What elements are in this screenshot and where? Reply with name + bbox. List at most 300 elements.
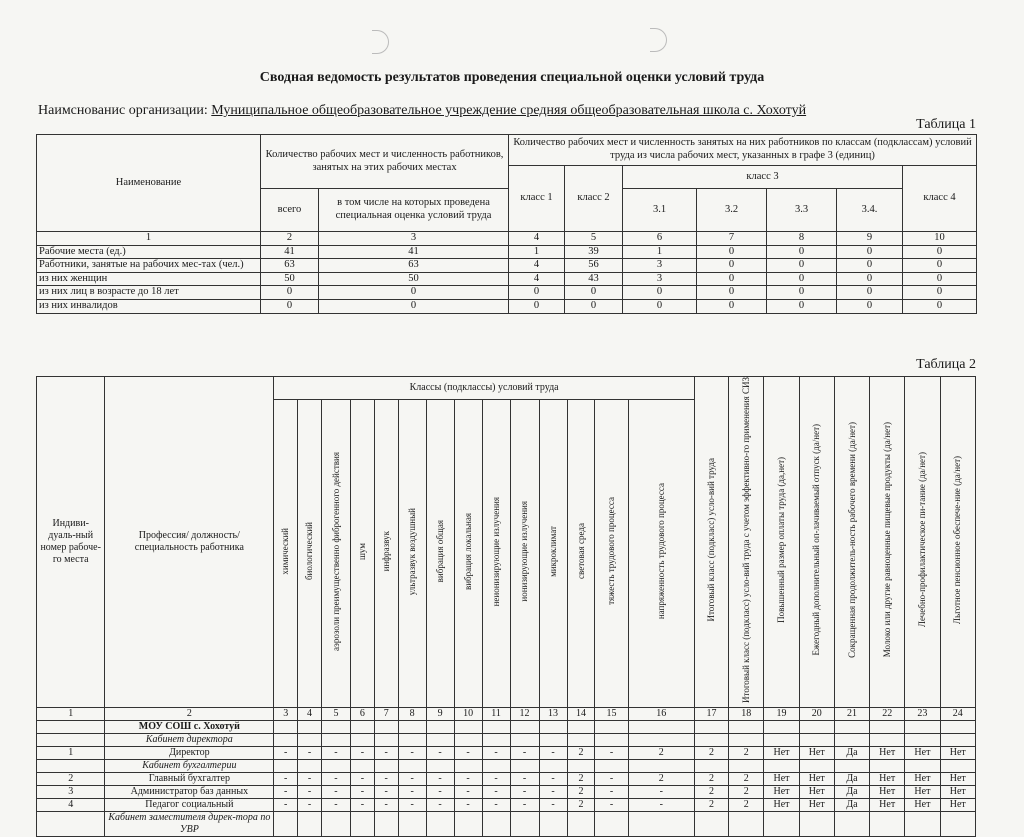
table-cell xyxy=(374,812,398,837)
column-number: 6 xyxy=(623,232,697,246)
table-cell xyxy=(595,734,628,747)
table1-number-row xyxy=(37,232,977,246)
workplace-id: 1 xyxy=(37,747,105,760)
table-cell: - xyxy=(482,799,510,812)
header-column xyxy=(694,377,728,708)
table-cell: - xyxy=(350,773,374,786)
table-cell xyxy=(298,760,322,773)
table-cell xyxy=(37,734,105,747)
table-cell xyxy=(870,760,905,773)
table-cell xyxy=(454,734,482,747)
table-cell: Нет xyxy=(940,799,975,812)
table-cell: - xyxy=(350,799,374,812)
table-cell xyxy=(694,812,728,837)
column-number: 17 xyxy=(694,708,728,721)
header-factor xyxy=(426,399,454,707)
table-cell xyxy=(799,812,834,837)
table-cell: - xyxy=(274,773,298,786)
header-factor-label: химический xyxy=(280,528,291,575)
table-cell: 63 xyxy=(319,259,509,273)
table-cell xyxy=(834,721,869,734)
section-label: Кабинет бухгалтерии xyxy=(105,760,274,773)
table-cell xyxy=(482,812,510,837)
table-cell: Нет xyxy=(940,773,975,786)
header-subclass: 3.2 xyxy=(697,189,767,232)
table-cell: - xyxy=(539,747,567,760)
table-cell xyxy=(628,734,694,747)
column-number: 3 xyxy=(319,232,509,246)
header-column xyxy=(729,377,764,708)
table-cell: 2 xyxy=(729,773,764,786)
table-cell xyxy=(426,721,454,734)
table-cell xyxy=(905,721,940,734)
table-cell: 0 xyxy=(767,259,837,273)
header-factor-label: ионизирующие излучения xyxy=(519,501,530,602)
table-cell xyxy=(539,721,567,734)
table-cell xyxy=(870,721,905,734)
table-cell xyxy=(37,812,105,837)
table-cell: 41 xyxy=(261,245,319,259)
table-cell xyxy=(694,721,728,734)
table-cell: 0 xyxy=(767,245,837,259)
table-cell: 0 xyxy=(509,286,565,300)
table-cell xyxy=(398,760,426,773)
table-cell: Да xyxy=(834,799,869,812)
table-cell: - xyxy=(426,747,454,760)
table-cell: 2 xyxy=(729,799,764,812)
table-cell: Нет xyxy=(870,773,905,786)
table-cell xyxy=(567,734,595,747)
table-cell: Нет xyxy=(905,799,940,812)
header-subclass: 3.1 xyxy=(623,189,697,232)
header-factor xyxy=(595,399,628,707)
table-cell: - xyxy=(274,747,298,760)
section-row xyxy=(37,734,976,747)
table-cell xyxy=(374,760,398,773)
table-cell xyxy=(398,721,426,734)
table-cell xyxy=(729,734,764,747)
table-cell: 56 xyxy=(565,259,623,273)
header-count: Количество рабочих мест и численность работников, занятых на этих рабочих местах xyxy=(261,135,509,189)
header-column xyxy=(905,377,940,708)
table-cell: 0 xyxy=(903,299,977,313)
table-cell: 2 xyxy=(694,786,728,799)
table-cell: 0 xyxy=(903,286,977,300)
column-number: 13 xyxy=(539,708,567,721)
table-cell: 0 xyxy=(261,299,319,313)
table-cell: 0 xyxy=(837,272,903,286)
table-cell: - xyxy=(398,799,426,812)
table-cell xyxy=(426,760,454,773)
table-cell: 0 xyxy=(509,299,565,313)
table-cell: 0 xyxy=(697,245,767,259)
header-factor-label: биологический xyxy=(304,522,315,581)
table-cell xyxy=(729,721,764,734)
table-cell: - xyxy=(510,786,539,799)
header-class3: класс 3 xyxy=(623,166,903,189)
row-label: из них лиц в возрасте до 18 лет xyxy=(37,286,261,300)
table-cell: 4 xyxy=(509,272,565,286)
column-number: 3 xyxy=(274,708,298,721)
table-cell: 2 xyxy=(628,747,694,760)
header-factor xyxy=(374,399,398,707)
row-label: Рабочие места (ед.) xyxy=(37,245,261,259)
table-cell xyxy=(398,812,426,837)
profession: Главный бухгалтер xyxy=(105,773,274,786)
column-number: 20 xyxy=(799,708,834,721)
table-cell: - xyxy=(298,747,322,760)
table-cell: 63 xyxy=(261,259,319,273)
table-cell: Нет xyxy=(870,747,905,760)
table-cell xyxy=(628,721,694,734)
table-cell xyxy=(374,734,398,747)
section-row xyxy=(37,721,976,734)
table-cell xyxy=(834,760,869,773)
table-cell: 50 xyxy=(319,272,509,286)
header-column xyxy=(764,377,799,708)
column-number: 7 xyxy=(374,708,398,721)
table-cell: 43 xyxy=(565,272,623,286)
header-class1: класс 1 xyxy=(509,166,565,232)
table-row xyxy=(37,286,977,300)
table-cell xyxy=(482,734,510,747)
header-factor xyxy=(298,399,322,707)
table-cell: 0 xyxy=(837,245,903,259)
table-cell: - xyxy=(454,799,482,812)
header-column xyxy=(940,377,975,708)
column-number: 15 xyxy=(595,708,628,721)
workplace-id: 2 xyxy=(37,773,105,786)
table-cell: - xyxy=(374,786,398,799)
table-cell: Нет xyxy=(799,786,834,799)
table-cell: - xyxy=(398,747,426,760)
header-factor xyxy=(567,399,595,707)
table-cell: Нет xyxy=(764,747,799,760)
table-cell: Да xyxy=(834,773,869,786)
table-cell: Нет xyxy=(905,747,940,760)
table-cell xyxy=(628,760,694,773)
column-number: 5 xyxy=(565,232,623,246)
table-cell: - xyxy=(454,773,482,786)
table-cell xyxy=(595,812,628,837)
table-cell xyxy=(539,812,567,837)
header-factor-label: напряженность трудового процесса xyxy=(655,483,666,620)
table-cell: - xyxy=(539,773,567,786)
table-cell: 0 xyxy=(697,259,767,273)
column-number: 6 xyxy=(350,708,374,721)
table-cell xyxy=(510,734,539,747)
table-cell xyxy=(567,760,595,773)
table-cell xyxy=(37,760,105,773)
table-cell xyxy=(567,721,595,734)
header-factor-label: тяжесть трудового процесса xyxy=(606,497,617,606)
table-cell: - xyxy=(426,799,454,812)
column-number: 4 xyxy=(298,708,322,721)
header-factor-label: световая среда xyxy=(575,523,586,580)
header-name: Наименование xyxy=(37,135,261,232)
table2-header-row xyxy=(37,377,976,400)
table-cell xyxy=(274,721,298,734)
table-cell: Нет xyxy=(905,786,940,799)
table-cell xyxy=(834,734,869,747)
column-number: 7 xyxy=(697,232,767,246)
table-cell: Нет xyxy=(940,786,975,799)
column-number: 1 xyxy=(37,232,261,246)
table-cell: - xyxy=(482,747,510,760)
table-cell xyxy=(764,812,799,837)
table-cell: - xyxy=(482,786,510,799)
column-number: 9 xyxy=(426,708,454,721)
header-factor xyxy=(350,399,374,707)
table-cell xyxy=(799,760,834,773)
table-row xyxy=(37,799,976,812)
header-column xyxy=(834,377,869,708)
table-cell: - xyxy=(398,786,426,799)
column-number: 4 xyxy=(509,232,565,246)
header-factor xyxy=(274,399,298,707)
table-cell xyxy=(454,760,482,773)
header-profession: Профессия/ должность/ специальность работника xyxy=(105,377,274,708)
profession: Директор xyxy=(105,747,274,760)
header-subclass: 3.3 xyxy=(767,189,837,232)
table-cell xyxy=(595,721,628,734)
table-cell xyxy=(940,760,975,773)
table-cell xyxy=(905,760,940,773)
header-factor xyxy=(539,399,567,707)
table-cell xyxy=(398,734,426,747)
table-cell xyxy=(350,760,374,773)
organization-row: МОУ СОШ с. Хохотуй xyxy=(105,721,274,734)
table-cell: 3 xyxy=(623,272,697,286)
table-cell xyxy=(298,734,322,747)
table-cell xyxy=(567,812,595,837)
table-cell: 0 xyxy=(623,286,697,300)
table-cell xyxy=(321,812,350,837)
table-cell: 2 xyxy=(567,773,595,786)
table1-caption: Таблица 1 xyxy=(916,117,976,132)
table-cell: 2 xyxy=(694,747,728,760)
table-cell: 50 xyxy=(261,272,319,286)
table-row xyxy=(37,773,976,786)
header-subclass: 3.4. xyxy=(837,189,903,232)
table-cell xyxy=(426,812,454,837)
table-cell: 1 xyxy=(509,245,565,259)
table-cell: - xyxy=(628,799,694,812)
table-cell: - xyxy=(426,786,454,799)
header-factor-label: инфразвук xyxy=(380,531,391,572)
section-row xyxy=(37,760,976,773)
header-classes: Классы (подклассы) условий труда xyxy=(274,377,695,400)
table-cell: Нет xyxy=(764,786,799,799)
table-cell: - xyxy=(321,747,350,760)
header-factor-label: вибрация локальная xyxy=(462,512,473,590)
header-factor xyxy=(628,399,694,707)
table-cell xyxy=(274,760,298,773)
header-class2: класс 2 xyxy=(565,166,623,232)
table-cell xyxy=(539,734,567,747)
workplace-id: 4 xyxy=(37,799,105,812)
header-factor xyxy=(510,399,539,707)
table-cell: 0 xyxy=(837,259,903,273)
table-cell xyxy=(940,734,975,747)
header-column-label: Итоговый класс (подкласс) усло-вий труда xyxy=(706,458,717,622)
table-cell xyxy=(940,812,975,837)
table-cell: - xyxy=(274,786,298,799)
table-cell: 2 xyxy=(729,747,764,760)
table-cell: - xyxy=(454,747,482,760)
header-factor xyxy=(482,399,510,707)
header-column xyxy=(799,377,834,708)
table-cell: 0 xyxy=(697,272,767,286)
table-cell: 2 xyxy=(628,773,694,786)
column-number: 2 xyxy=(105,708,274,721)
punch-hole-left xyxy=(372,30,389,54)
table-cell xyxy=(694,760,728,773)
table-cell: Да xyxy=(834,747,869,760)
punch-hole-right xyxy=(650,28,667,52)
header-classes: Количество рабочих мест и численность занятых на них работников по классам (подклассам) условий труда из числа рабочих мест, указанных в графе 3 (единиц) xyxy=(509,135,977,166)
table-cell xyxy=(274,734,298,747)
table-cell: Да xyxy=(834,786,869,799)
table-cell: - xyxy=(298,799,322,812)
table-cell: 0 xyxy=(903,272,977,286)
table-cell: - xyxy=(510,799,539,812)
column-number: 19 xyxy=(764,708,799,721)
table-cell: Нет xyxy=(799,799,834,812)
table-cell xyxy=(694,734,728,747)
organization-line xyxy=(38,103,806,119)
table-cell: Нет xyxy=(870,799,905,812)
table-cell: - xyxy=(510,747,539,760)
table-cell xyxy=(274,812,298,837)
header-factor-label: аэрозоли преимущественно фиброгенного действия xyxy=(330,451,341,651)
profession: Педагог социальный xyxy=(105,799,274,812)
table-cell: Нет xyxy=(764,799,799,812)
column-number: 2 xyxy=(261,232,319,246)
table-cell: 2 xyxy=(567,786,595,799)
column-number: 10 xyxy=(903,232,977,246)
header-factor xyxy=(398,399,426,707)
table-cell: 2 xyxy=(694,773,728,786)
table-cell: Нет xyxy=(940,747,975,760)
header-factor-label: микроклимат xyxy=(547,525,558,577)
table-cell: 0 xyxy=(767,272,837,286)
table-cell: - xyxy=(298,773,322,786)
table-cell xyxy=(870,734,905,747)
table-cell xyxy=(321,760,350,773)
header-factor xyxy=(321,399,350,707)
table-cell xyxy=(37,721,105,734)
table-cell: 2 xyxy=(567,747,595,760)
table-cell: 3 xyxy=(623,259,697,273)
table2-caption: Таблица 2 xyxy=(916,357,976,372)
table-cell: 0 xyxy=(697,299,767,313)
column-number: 16 xyxy=(628,708,694,721)
table-cell: - xyxy=(374,773,398,786)
header-factor xyxy=(454,399,482,707)
table-cell: 0 xyxy=(903,259,977,273)
table-cell: 41 xyxy=(319,245,509,259)
column-number: 9 xyxy=(837,232,903,246)
table-cell: 0 xyxy=(565,299,623,313)
table-cell xyxy=(905,812,940,837)
row-label: из них инвалидов xyxy=(37,299,261,313)
table-cell: Нет xyxy=(764,773,799,786)
table-cell xyxy=(729,760,764,773)
table-cell xyxy=(799,721,834,734)
column-number: 22 xyxy=(870,708,905,721)
table-cell: - xyxy=(350,747,374,760)
table-cell: Нет xyxy=(799,773,834,786)
table-cell: 0 xyxy=(319,299,509,313)
table-cell xyxy=(799,734,834,747)
column-number: 8 xyxy=(767,232,837,246)
table-cell: - xyxy=(298,786,322,799)
table-cell: 2 xyxy=(729,786,764,799)
table-cell xyxy=(764,721,799,734)
table-cell xyxy=(454,721,482,734)
table-cell: - xyxy=(426,773,454,786)
table-cell xyxy=(764,760,799,773)
table2-number-row xyxy=(37,708,976,721)
organization-name: Муниципальное общеобразовательное учреждение средняя общеобразовательная школа с. Хохотуй xyxy=(211,103,807,118)
header-column-label: Ежегодный дополнительный оп-лачиваемый отпуск (да/нет) xyxy=(811,424,822,656)
table-cell xyxy=(940,721,975,734)
header-class4: класс 4 xyxy=(903,166,977,232)
header-factor-label: ультразвук воздушный xyxy=(406,507,417,595)
column-number: 23 xyxy=(905,708,940,721)
table-cell xyxy=(870,812,905,837)
column-number: 18 xyxy=(729,708,764,721)
table-row xyxy=(37,272,977,286)
header-column-label: Итоговый класс (подкласс) усло-вий труда с учетом эффективно-го применения СИЗ xyxy=(740,377,751,703)
table-cell: - xyxy=(539,799,567,812)
table-cell xyxy=(539,760,567,773)
table-row xyxy=(37,747,976,760)
table-cell: - xyxy=(374,799,398,812)
column-number: 11 xyxy=(482,708,510,721)
table-cell: 2 xyxy=(567,799,595,812)
table-cell xyxy=(510,812,539,837)
column-number: 12 xyxy=(510,708,539,721)
header-factor-label: неионизирующие излучения xyxy=(490,496,501,607)
table-cell: Нет xyxy=(870,786,905,799)
table-cell xyxy=(595,760,628,773)
header-all: всего xyxy=(261,189,319,232)
table-cell: 0 xyxy=(767,286,837,300)
table-cell: - xyxy=(454,786,482,799)
section-row xyxy=(37,812,976,837)
table-cell xyxy=(454,812,482,837)
table-cell: - xyxy=(595,786,628,799)
table-cell: 2 xyxy=(694,799,728,812)
table-cell xyxy=(905,734,940,747)
header-factor-label: вибрация общая xyxy=(434,520,445,583)
table-cell xyxy=(350,721,374,734)
table-cell: - xyxy=(374,747,398,760)
table-cell xyxy=(482,760,510,773)
header-column-label: Молоко или другие равноценные пищевые продукты (да/нет) xyxy=(881,422,892,658)
table-cell: 0 xyxy=(767,299,837,313)
table-cell: - xyxy=(595,747,628,760)
table-cell: - xyxy=(321,786,350,799)
table-cell xyxy=(510,760,539,773)
table-cell: - xyxy=(398,773,426,786)
column-number: 10 xyxy=(454,708,482,721)
table-cell xyxy=(426,734,454,747)
table-row xyxy=(37,245,977,259)
workplace-id: 3 xyxy=(37,786,105,799)
